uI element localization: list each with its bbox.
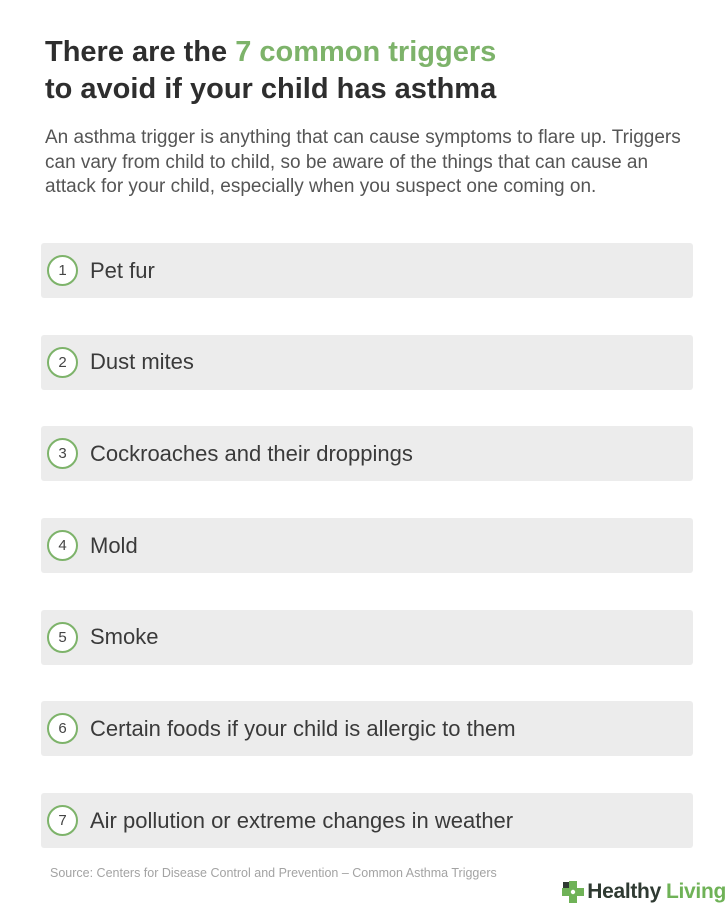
title-prefix: There are the bbox=[45, 36, 236, 68]
number-badge: 4 bbox=[47, 530, 78, 561]
trigger-item-6 bbox=[41, 701, 693, 756]
title-accent: 7 common triggers bbox=[235, 36, 497, 68]
trigger-item-3 bbox=[41, 426, 693, 481]
intro-paragraph: An asthma trigger is anything that can cause symptoms to flare up. Triggers can vary from child to child, so be aware of the things that can cause an attack for your child, especially when you suspect one coming on. bbox=[45, 127, 681, 197]
number-badge: 7 bbox=[47, 805, 78, 836]
trigger-item-5 bbox=[41, 610, 693, 665]
trigger-item-4 bbox=[41, 518, 693, 573]
trigger-item-7 bbox=[41, 793, 693, 848]
number-badge: 2 bbox=[47, 347, 78, 378]
trigger-label: Mold bbox=[90, 532, 138, 558]
brand-word-healthy: Healthy bbox=[587, 880, 661, 903]
page-title bbox=[45, 34, 705, 108]
trigger-label: Certain foods if your child is allergic to them bbox=[90, 715, 516, 741]
trigger-item-2 bbox=[41, 335, 693, 390]
number-badge: 6 bbox=[47, 713, 78, 744]
trigger-label: Smoke bbox=[90, 624, 159, 650]
number-badge: 1 bbox=[47, 255, 78, 286]
trigger-label: Pet fur bbox=[90, 257, 155, 283]
brand-logo bbox=[560, 878, 726, 906]
source-citation: Source: Centers for Disease Control and Prevention – Common Asthma Triggers bbox=[50, 866, 497, 880]
number-badge: 3 bbox=[47, 438, 78, 469]
trigger-label: Air pollution or extreme changes in weather bbox=[90, 807, 514, 833]
trigger-label: Cockroaches and their droppings bbox=[90, 440, 413, 466]
title-line-2: to avoid if your child has asthma bbox=[45, 73, 497, 105]
number-badge: 5 bbox=[47, 622, 78, 653]
trigger-list bbox=[41, 243, 693, 885]
medical-cross-icon bbox=[560, 879, 586, 905]
trigger-item-1 bbox=[41, 243, 693, 298]
brand-word-living: Living bbox=[665, 880, 726, 903]
trigger-label: Dust mites bbox=[90, 349, 194, 375]
